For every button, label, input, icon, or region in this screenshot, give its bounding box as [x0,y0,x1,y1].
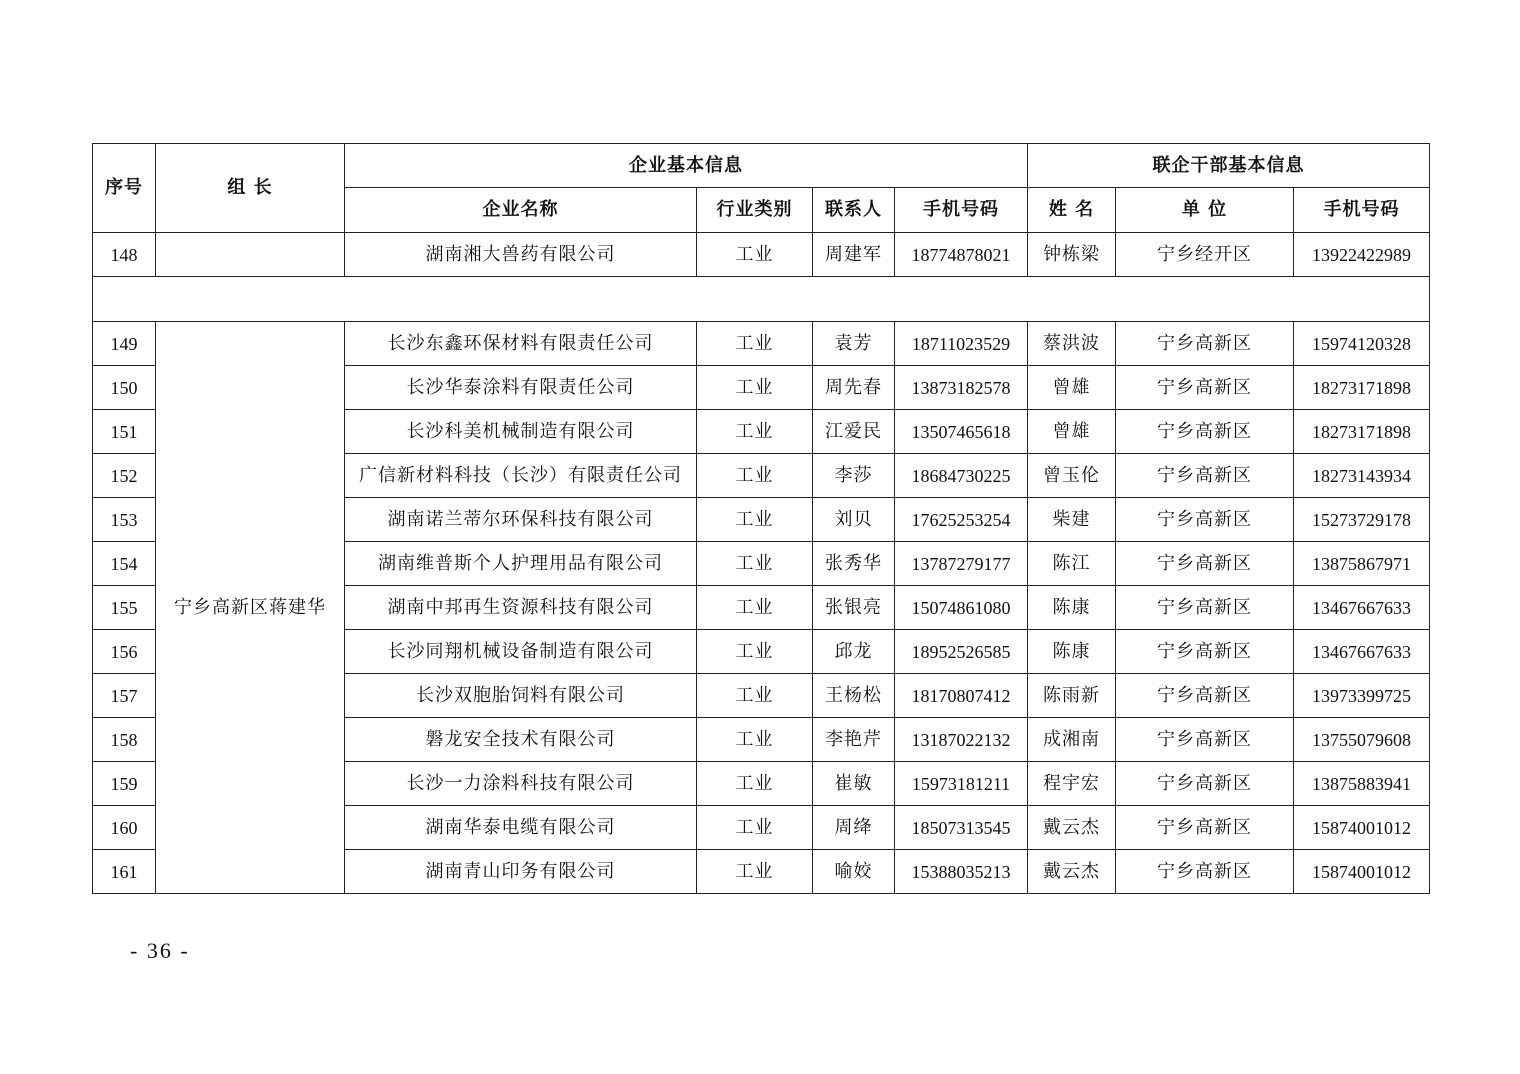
unit-cell: 宁乡高新区 [1116,586,1294,630]
industry-cell: 工业 [697,542,813,586]
unit-cell: 宁乡经开区 [1116,233,1294,277]
cadre-phone-cell: 13922422989 [1294,233,1430,277]
contact-cell: 崔敏 [813,762,895,806]
contact-cell: 周建军 [813,233,895,277]
phone-cell: 13187022132 [895,718,1028,762]
industry-cell: 工业 [697,674,813,718]
cadre-phone-cell: 18273171898 [1294,366,1430,410]
industry-cell: 工业 [697,630,813,674]
phone-cell: 13507465618 [895,410,1028,454]
company-cell: 长沙双胞胎饲料有限公司 [345,674,697,718]
company-cell: 湖南青山印务有限公司 [345,850,697,894]
table-row [93,233,1430,277]
phone-cell: 15973181211 [895,762,1028,806]
phone-cell: 13873182578 [895,366,1028,410]
unit-cell: 宁乡高新区 [1116,718,1294,762]
leader-cell [156,233,345,277]
seq-cell: 154 [93,542,156,586]
cadre-phone-cell: 13467667633 [1294,586,1430,630]
phone-cell: 13787279177 [895,542,1028,586]
seq-cell: 148 [93,233,156,277]
company-cell: 湖南湘大兽药有限公司 [345,233,697,277]
cadre-phone-cell: 13875883941 [1294,762,1430,806]
cadre-phone-cell: 15874001012 [1294,806,1430,850]
unit-cell: 宁乡高新区 [1116,322,1294,366]
blank-separator-row [93,277,1430,322]
phone-cell: 18952526585 [895,630,1028,674]
industry-cell: 工业 [697,498,813,542]
enterprise-cadre-table [92,143,1430,894]
seq-cell: 152 [93,454,156,498]
contact-cell: 刘贝 [813,498,895,542]
cadre-cell: 陈康 [1028,586,1116,630]
cadre-phone-cell: 13875867971 [1294,542,1430,586]
cadre-cell: 曾玉伦 [1028,454,1116,498]
cadre-cell: 钟栋梁 [1028,233,1116,277]
unit-cell: 宁乡高新区 [1116,850,1294,894]
header-contact-phone: 手机号码 [895,188,1028,233]
industry-cell: 工业 [697,410,813,454]
cadre-cell: 成湘南 [1028,718,1116,762]
cadre-cell: 陈康 [1028,630,1116,674]
industry-cell: 工业 [697,233,813,277]
contact-cell: 李莎 [813,454,895,498]
industry-cell: 工业 [697,366,813,410]
seq-cell: 155 [93,586,156,630]
company-cell: 磐龙安全技术有限公司 [345,718,697,762]
header-company-name: 企业名称 [345,188,697,233]
unit-cell: 宁乡高新区 [1116,674,1294,718]
contact-cell: 李艳芹 [813,718,895,762]
company-cell: 长沙科美机械制造有限公司 [345,410,697,454]
page-number: - 36 - [130,938,190,963]
unit-cell: 宁乡高新区 [1116,498,1294,542]
cadre-cell: 陈雨新 [1028,674,1116,718]
cadre-phone-cell: 18273143934 [1294,454,1430,498]
cadre-phone-cell: 13467667633 [1294,630,1430,674]
industry-cell: 工业 [697,850,813,894]
cadre-cell: 程宇宏 [1028,762,1116,806]
header-enterprise-group: 企业基本信息 [345,144,1028,188]
cadre-cell: 戴云杰 [1028,806,1116,850]
cadre-phone-cell: 13973399725 [1294,674,1430,718]
header-cadre-group: 联企干部基本信息 [1028,144,1430,188]
cadre-cell: 柴建 [1028,498,1116,542]
header-cadre-phone: 手机号码 [1294,188,1430,233]
cadre-phone-cell: 15273729178 [1294,498,1430,542]
header-contact: 联系人 [813,188,895,233]
contact-cell: 周绛 [813,806,895,850]
phone-cell: 18684730225 [895,454,1028,498]
header-cadre-name: 姓 名 [1028,188,1116,233]
phone-cell: 18711023529 [895,322,1028,366]
blank-cell [93,277,1430,322]
cadre-phone-cell: 15874001012 [1294,850,1430,894]
seq-cell: 153 [93,498,156,542]
phone-cell: 18170807412 [895,674,1028,718]
seq-cell: 159 [93,762,156,806]
phone-cell: 18507313545 [895,806,1028,850]
table-row [93,322,1430,366]
cadre-phone-cell: 13755079608 [1294,718,1430,762]
company-cell: 长沙东鑫环保材料有限责任公司 [345,322,697,366]
cadre-cell: 曾雄 [1028,410,1116,454]
contact-cell: 江爱民 [813,410,895,454]
cadre-phone-cell: 18273171898 [1294,410,1430,454]
company-cell: 湖南华泰电缆有限公司 [345,806,697,850]
group-body [93,322,1430,894]
company-cell: 湖南维普斯个人护理用品有限公司 [345,542,697,586]
phone-cell: 17625253254 [895,498,1028,542]
contact-cell: 邱龙 [813,630,895,674]
industry-cell: 工业 [697,718,813,762]
unit-cell: 宁乡高新区 [1116,366,1294,410]
contact-cell: 张秀华 [813,542,895,586]
seq-cell: 156 [93,630,156,674]
industry-cell: 工业 [697,806,813,850]
contact-cell: 袁芳 [813,322,895,366]
header-row-groups [93,144,1430,188]
unit-cell: 宁乡高新区 [1116,542,1294,586]
phone-cell: 18774878021 [895,233,1028,277]
header-leader: 组 长 [156,144,345,233]
contact-cell: 周先春 [813,366,895,410]
phone-cell: 15074861080 [895,586,1028,630]
cadre-cell: 曾雄 [1028,366,1116,410]
seq-cell: 161 [93,850,156,894]
company-cell: 湖南中邦再生资源科技有限公司 [345,586,697,630]
industry-cell: 工业 [697,454,813,498]
seq-cell: 160 [93,806,156,850]
cadre-cell: 陈江 [1028,542,1116,586]
seq-cell: 149 [93,322,156,366]
contact-cell: 王杨松 [813,674,895,718]
unit-cell: 宁乡高新区 [1116,762,1294,806]
seq-cell: 157 [93,674,156,718]
company-cell: 长沙同翔机械设备制造有限公司 [345,630,697,674]
company-cell: 广信新材料科技（长沙）有限责任公司 [345,454,697,498]
seq-cell: 150 [93,366,156,410]
header-cadre-unit: 单 位 [1116,188,1294,233]
company-cell: 湖南诺兰蒂尔环保科技有限公司 [345,498,697,542]
header-seq: 序号 [93,144,156,233]
contact-cell: 喻姣 [813,850,895,894]
cadre-cell: 戴云杰 [1028,850,1116,894]
unit-cell: 宁乡高新区 [1116,806,1294,850]
contact-cell: 张银亮 [813,586,895,630]
seq-cell: 151 [93,410,156,454]
header-industry: 行业类别 [697,188,813,233]
company-cell: 长沙华泰涂料有限责任公司 [345,366,697,410]
industry-cell: 工业 [697,762,813,806]
cadre-phone-cell: 15974120328 [1294,322,1430,366]
unit-cell: 宁乡高新区 [1116,410,1294,454]
seq-cell: 158 [93,718,156,762]
unit-cell: 宁乡高新区 [1116,630,1294,674]
phone-cell: 15388035213 [895,850,1028,894]
group-leader-cell: 宁乡高新区蒋建华 [156,322,345,894]
cadre-cell: 蔡洪波 [1028,322,1116,366]
industry-cell: 工业 [697,322,813,366]
unit-cell: 宁乡高新区 [1116,454,1294,498]
company-cell: 长沙一力涂料科技有限公司 [345,762,697,806]
industry-cell: 工业 [697,586,813,630]
